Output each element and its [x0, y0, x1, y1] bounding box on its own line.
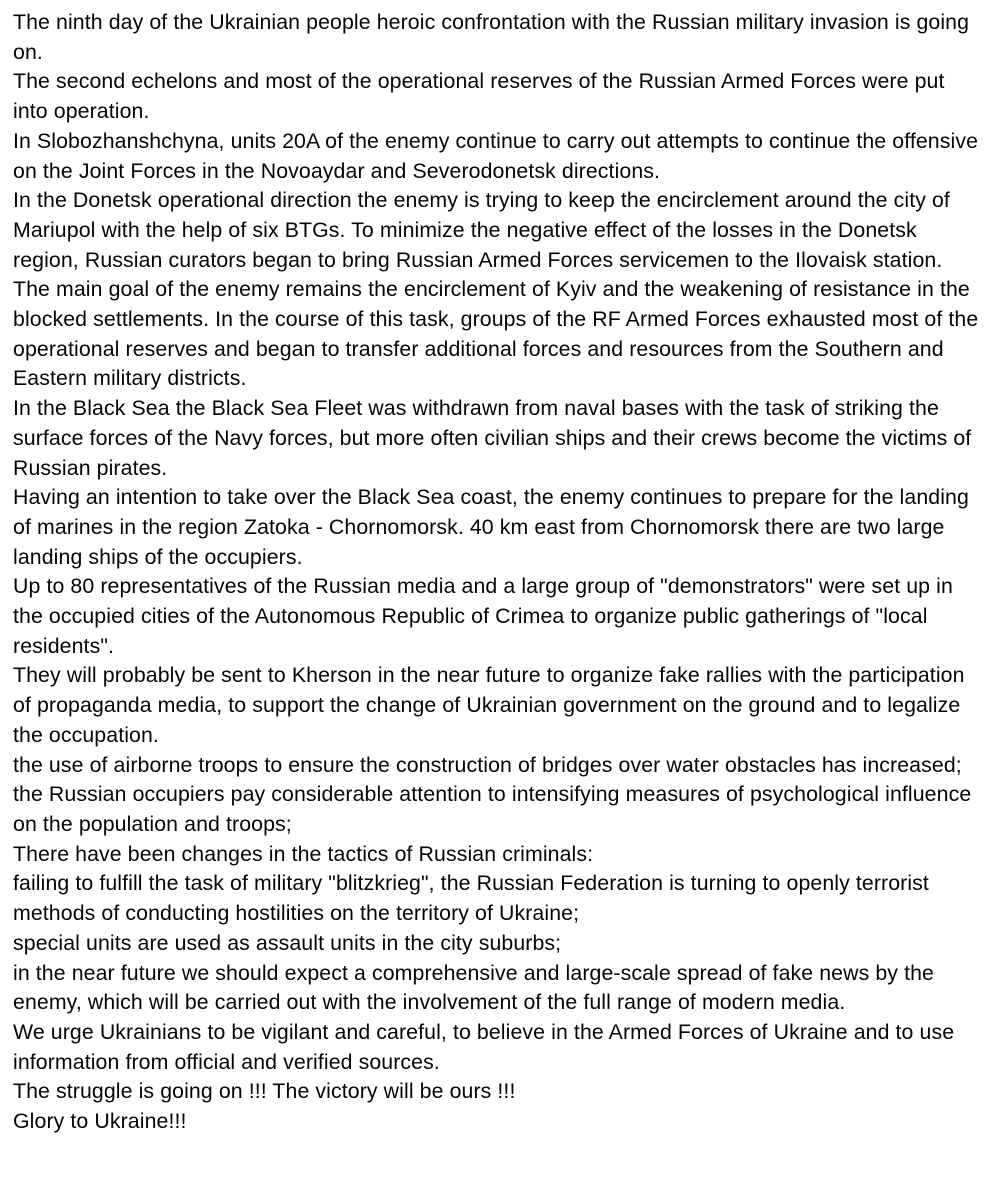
post-paragraph: In Slobozhanshchyna, units 20A of the enemy continue to carry out attempts to continue the offensive on the Joint Forces in the Novoaydar and Severodonetsk directions. — [13, 128, 979, 183]
post-paragraph: in the near future we should expect a comprehensive and large-scale spread of fake news by the enemy, which will be carried out with the involvement of the full range of modern media. — [13, 960, 934, 1015]
post-paragraph: special units are used as assault units in the city suburbs; — [13, 930, 562, 955]
post-paragraph: There have been changes in the tactics of Russian criminals: — [13, 841, 594, 866]
post-paragraph: Having an intention to take over the Black Sea coast, the enemy continues to prepare for the landing of marines in the region Zatoka - Chornomorsk. 40 km east from Chornomorsk there are two large landing ships of the occupiers. — [13, 485, 969, 569]
post-paragraph: They will probably be sent to Kherson in the near future to organize fake rallies with the participation of propaganda media, to support the change of Ukrainian government on the ground and to legalize the occupation. — [13, 663, 965, 747]
post-paragraph: The ninth day of the Ukrainian people heroic confrontation with the Russian military invasion is going on. — [13, 10, 970, 64]
post-paragraph: We urge Ukrainians to be vigilant and careful, to believe in the Armed Forces of Ukraine and to use information from official and verified sources. — [13, 1019, 955, 1074]
post-paragraph: the use of airborne troops to ensure the construction of bridges over water obstacles has increased; — [13, 752, 962, 777]
post-paragraph: The second echelons and most of the operational reserves of the Russian Armed Forces were put into operation. — [13, 69, 945, 124]
post-paragraph: In the Black Sea the Black Sea Fleet was withdrawn from naval bases with the task of striking the surface forces of the Navy forces, but more often civilian ships and their crews become the victims of Russian pirates. — [13, 396, 972, 480]
post-paragraph: In the Donetsk operational direction the enemy is trying to keep the encirclement around the city of Mariupol with the help of six BTGs. To minimize the negative effect of the losses in the Donetsk region, Russian curators began to bring Russian Armed Forces servicemen to the Ilovaisk station. — [13, 188, 950, 272]
post-paragraph: the Russian occupiers pay considerable attention to intensifying measures of psychological influence on the population and troops; — [13, 782, 972, 836]
post-paragraph: The struggle is going on !!! The victory will be ours !!! — [13, 1079, 516, 1104]
post-paragraph: Up to 80 representatives of the Russian media and a large group of "demonstrators" were set up in the occupied cities of the Autonomous Republic of Crimea to organize public gatherings of "local residents". — [13, 574, 953, 658]
post-paragraph: The main goal of the enemy remains the encirclement of Kyiv and the weakening of resistance in the blocked settlements. In the course of this task, groups of the RF Armed Forces exhausted most of the operational reserves and began to transfer additional forces and resources from the Southern and Eastern military districts. — [13, 277, 979, 391]
post-paragraph: failing to fulfill the task of military "blitzkrieg", the Russian Federation is turning to openly terrorist methods of conducting hostilities on the territory of Ukraine; — [13, 871, 929, 926]
post-paragraph: Glory to Ukraine!!! — [13, 1109, 187, 1134]
